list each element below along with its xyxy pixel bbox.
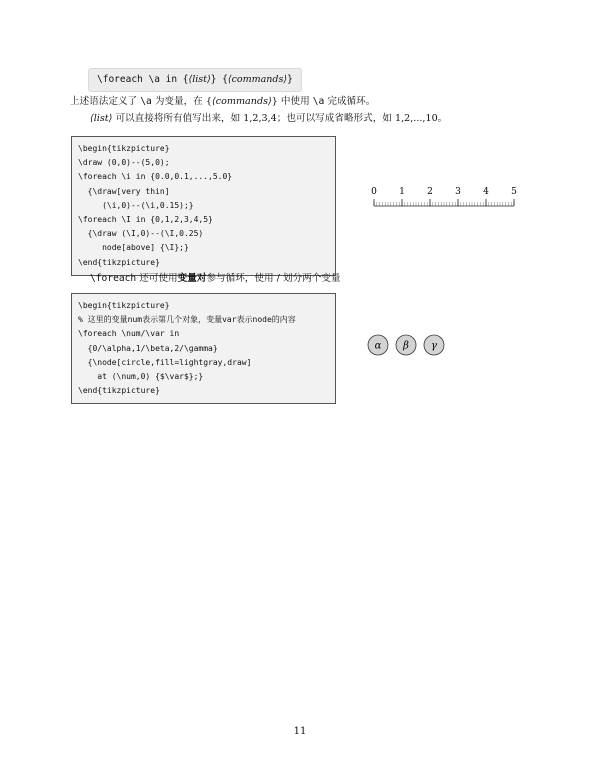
code-line: \end{tikzpicture} <box>78 257 160 267</box>
code-line: \foreach \num/\var in <box>78 329 180 339</box>
node-label: α <box>374 340 382 352</box>
node-label: β <box>403 340 409 352</box>
syntax-mid: } { <box>210 74 228 85</box>
syntax-commands-arg: ⟨commands⟩ <box>227 74 288 85</box>
nodes-figure <box>366 333 448 357</box>
code-line: {\node[circle,fill=lightgray,draw] <box>78 357 252 367</box>
paragraph-list-explanation: ⟨list⟩ 可以直接将所有值写出来，如 1,2,3,4；也可以写成省略形式，如 1,2,...,10。 <box>90 113 448 124</box>
code-line: {0/\alpha,1/\beta,2/\gamma} <box>78 343 218 353</box>
code-line: {\draw (\I,0)--(\I,0.25) <box>78 229 204 239</box>
ruler-figure <box>368 186 520 210</box>
code-line: node[above] {\I};} <box>78 243 189 253</box>
foreach-syntax-box <box>88 68 302 92</box>
page-number: 11 <box>293 726 307 737</box>
ruler-label: 3 <box>455 187 461 197</box>
ruler-label: 5 <box>511 187 517 197</box>
ruler-label: 2 <box>427 187 433 197</box>
code-line: % 这里的变量num表示第几个对象，变量var表示node的内容 <box>78 315 296 325</box>
code-line: \end{tikzpicture} <box>78 386 160 396</box>
code-line: \foreach \i in {0.0,0.1,...,5.0} <box>78 172 233 182</box>
ruler-label: 4 <box>483 187 489 197</box>
code-line: {\draw[very thin] <box>78 186 170 196</box>
code-block-ruler <box>71 136 336 276</box>
syntax-end: } <box>287 74 293 85</box>
code-block-nodes <box>71 293 336 404</box>
ruler-label: 0 <box>371 187 377 197</box>
node-label: γ <box>431 340 437 352</box>
code-line: \draw (0,0)--(5,0); <box>78 158 170 168</box>
syntax-command: \foreach \a in { <box>97 74 189 85</box>
code-line: \begin{tikzpicture} <box>78 301 170 310</box>
paragraph-syntax-explanation: 上述语法定义了 \a 为变量，在 {⟨commands⟩} 中使用 \a 完成循环。 <box>70 96 376 107</box>
code-line: (\i,0)--(\i,0.15);} <box>78 200 194 210</box>
code-line: \foreach \I in {0,1,2,3,4,5} <box>78 215 213 225</box>
code-line: at (\num,0) {$\var$};} <box>78 372 204 382</box>
syntax-list-arg: ⟨list⟩ <box>188 74 211 85</box>
ruler-label: 1 <box>399 187 405 197</box>
paragraph-variable-pairs: \foreach 还可使用变量对参与循环，使用 / 划分两个变量 <box>90 273 341 284</box>
code-line: \begin{tikzpicture} <box>78 144 170 153</box>
